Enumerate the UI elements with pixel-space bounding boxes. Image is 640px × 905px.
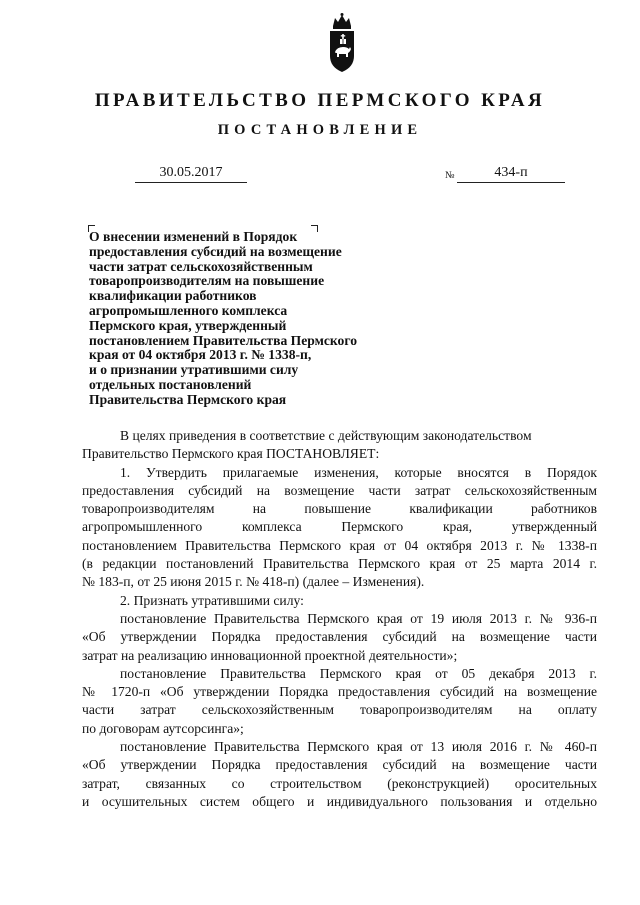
body-line: постановление Правительства Пермского края от 13 июля 2016 г. № 460-п (120, 739, 597, 755)
body-line: затрат на реализацию инновационной проектной деятельности»; (82, 647, 458, 663)
document-date: 30.05.2017 (135, 166, 247, 183)
subject-line: Пермского края, утвержденный (89, 317, 287, 333)
document-body (82, 427, 597, 811)
document-kind: ПОСТАНОВЛЕНИЕ (217, 122, 423, 138)
subject-line: Правительства Пермского края (89, 391, 287, 407)
perm-krai-coat-of-arms-icon (327, 12, 357, 74)
subject-line: отдельных постановлений (89, 376, 252, 392)
body-line: товаропроизводителям на повышение квалификации работников (82, 501, 597, 517)
body-line: части затрат сельскохозяйственным товаропроизводителям на оплату (82, 702, 597, 718)
body-line: постановлением Правительства Пермского края от 04 октября 2013 г. № 1338-п (82, 537, 597, 553)
body-line: «Об утверждении Порядка предоставления субсидий на возмещение части (82, 757, 597, 773)
body-line: агропромышленного комплекса Пермского края, утвержденный (82, 519, 597, 535)
body-line: затрат, связанных со строительством (реконструкцией) оросительных (82, 775, 597, 791)
body-line: № 183-п, от 25 июня 2015 г. № 418-п) (далее – Изменения). (82, 574, 425, 590)
subject-line: предоставления субсидий на возмещение (89, 243, 342, 259)
subject-line: части затрат сельскохозяйственным (89, 258, 313, 274)
subject-line: О внесении изменений в Порядок (89, 229, 298, 244)
body-line: постановление Правительства Пермского края от 19 июля 2013 г. № 936-п (120, 610, 597, 626)
subject-line: и о признании утратившими силу (89, 362, 299, 378)
document-subject (89, 230, 409, 408)
body-line: (в редакции постановлений Правительства Пермского края от 25 марта 2014 г. (82, 556, 597, 572)
body-line: «Об утверждении Порядка предоставления субсидий на возмещение части (82, 629, 597, 645)
government-title: ПРАВИТЕЛЬСТВО ПЕРМСКОГО КРАЯ (94, 90, 546, 111)
body-line: предоставления субсидий на возмещение части затрат сельскохозяйственным (82, 482, 597, 498)
subject-line: квалификации работников (89, 288, 257, 304)
subject-line: агропромышленного комплекса (89, 302, 288, 318)
body-line: 1. Утвердить прилагаемые изменения, которые вносятся в Порядок (120, 464, 597, 480)
body-line: и осушительных систем общего и индивидуального пользования и отдельно (82, 793, 597, 809)
subject-line: постановлением Правительства Пермского (89, 332, 357, 348)
subject-line: товаропроизводителям на повышение (89, 273, 325, 289)
body-line: постановление Правительства Пермского края от 05 декабря 2013 г. (120, 665, 597, 681)
document-number: 434-п (457, 166, 565, 183)
body-line: Правительство Пермского края ПОСТАНОВЛЯЕТ: (82, 446, 380, 462)
body-line: по договорам аутсорсинга»; (82, 720, 244, 736)
subject-line: края от 04 октября 2013 г. № 1338-п, (89, 347, 312, 363)
body-line: В целях приведения в соответствие с действующим законодательством (120, 428, 532, 443)
number-label: № (445, 170, 455, 181)
body-line: 2. Признать утратившими силу: (120, 592, 304, 608)
body-line: № 1720-п «Об утверждении Порядка предоставления субсидий на возмещение (82, 684, 597, 700)
